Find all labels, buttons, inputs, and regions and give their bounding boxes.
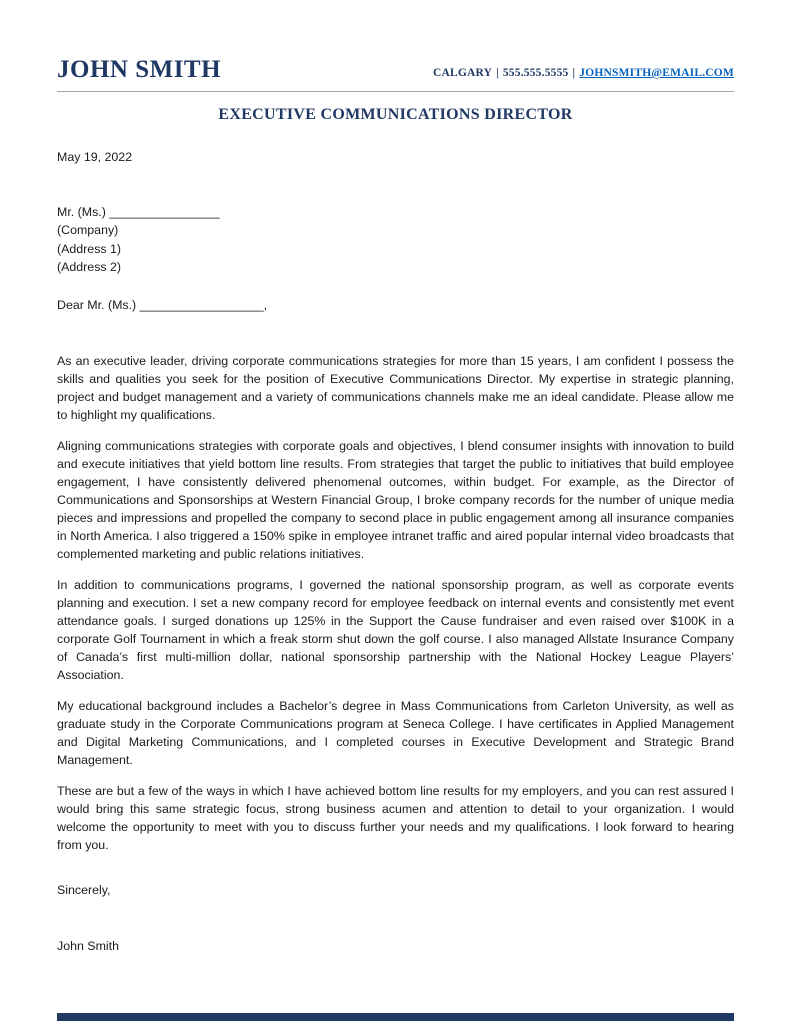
job-title: EXECUTIVE COMMUNICATIONS DIRECTOR	[218, 106, 573, 123]
body-paragraph: As an executive leader, driving corporate communications strategies for more than 15 years, I am confident I possess the skills and qualities you seek for the position of Executive Communications Director. My expertise in strategic planning, project and budget management and a variety of communications channels make me an ideal candidate. Please allow me to highlight my qualifications.	[57, 353, 734, 422]
signature-name: John Smith	[57, 938, 119, 953]
body-paragraph: Aligning communications strategies with corporate goals and objectives, I blend consumer insights with innovation to build and execute initiatives that yield bottom line results. From strategies that target the public to initiatives that build employee engagement, I have consistently delivered phenomenal outcomes, within budget. For example, as the Director of Communications and Sponsorships at Western Financial Group, I broke company records for the number of unique media pieces and impressions and propelled the company to second place in public engagement among all insurance companies in North America. I also triggered a 150% spike in employee intranet traffic and aired popular internal video broadcasts that complemented marketing and public relations initiatives.	[57, 438, 734, 561]
phone-text: 555.555.5555	[502, 67, 569, 79]
location-text: CALGARY	[432, 67, 493, 79]
closing-line: Sincerely,	[57, 882, 111, 897]
recipient-line: (Address 2)	[57, 260, 122, 275]
date-line: May 19, 2022	[57, 150, 133, 164]
recipient-block	[57, 203, 734, 277]
contact-info	[433, 65, 734, 84]
body-paragraph: In addition to communications programs, I governed the national sponsorship program, as well as corporate events planning and execution. I set a new company record for employee feedback on internal events and consistently met event attendance goals. I surged donations up 125% in the Support the Cause fundraiser and even raised over $100K in a corporate Golf Tournament in which a freak storm shut down the golf course. I also managed Allstate Insurance Company of Canada’s first multi-million dollar, national sponsorship partnership with the National Hockey League Players’ Association.	[57, 577, 734, 682]
contact-separator: |	[572, 67, 576, 79]
recipient-line: (Company)	[57, 223, 119, 238]
letter-body	[57, 352, 734, 854]
header-divider	[57, 91, 734, 92]
body-paragraph: These are but a few of the ways in which I have achieved bottom line results for my employers, and you can rest assured I would bring this same strategic focus, strong business acumen and attention to detail to your organization. I would welcome the opportunity to meet with you to discuss further your needs and my qualifications. I look forward to hearing from you.	[57, 783, 734, 852]
applicant-name: JOHN SMITH	[57, 56, 222, 83]
recipient-line: (Address 1)	[57, 241, 122, 256]
letter-header	[57, 56, 734, 84]
footer-accent-bar	[57, 1013, 734, 1021]
salutation-line: Dear Mr. (Ms.) __________________,	[57, 297, 268, 312]
contact-separator: |	[496, 67, 499, 79]
body-paragraph: My educational background includes a Bachelor’s degree in Mass Communications from Carleton University, as well as graduate study in the Corporate Communications program at Seneca College. I have certificates in Applied Management and Digital Marketing Communications, and I completed courses in Executive Development and Strategic Brand Management.	[57, 698, 734, 767]
email-link[interactable]: JOHNSMITH@EMAIL.COM	[579, 67, 734, 79]
recipient-line: Mr. (Ms.) ________________	[57, 205, 220, 219]
